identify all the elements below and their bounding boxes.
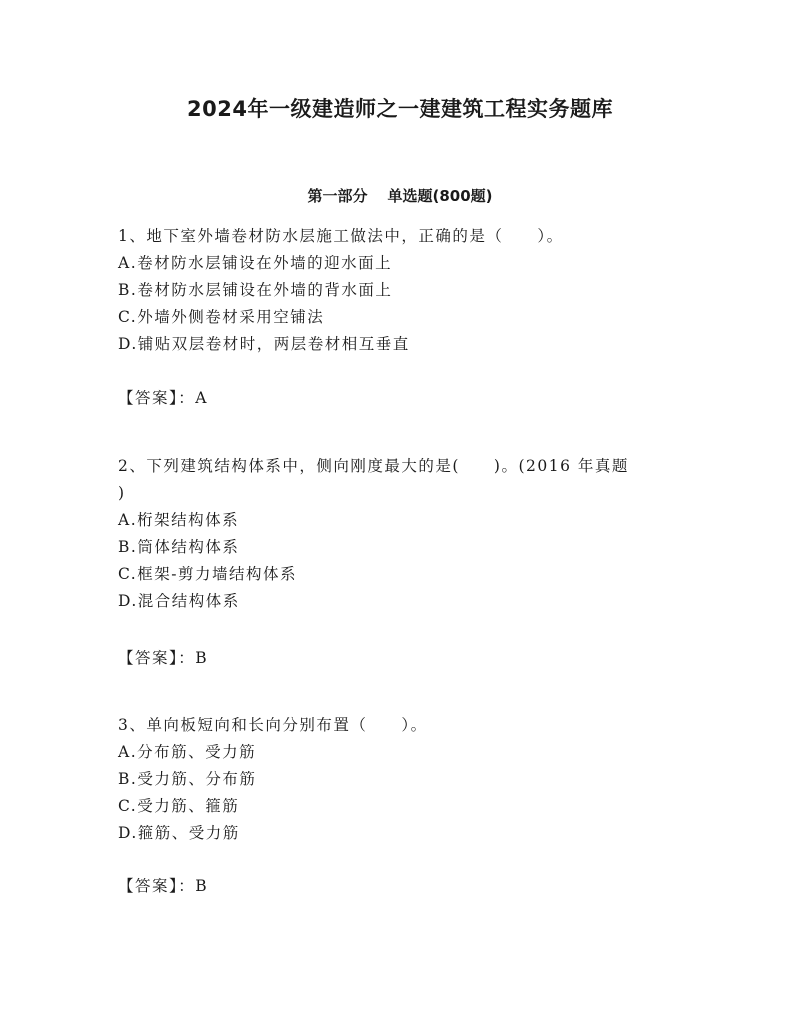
question-stem-line-2: ) (118, 484, 126, 502)
answer-3 (118, 873, 208, 900)
option-b: B.受力筋、分布筋 (118, 770, 257, 788)
question-2 (118, 453, 678, 615)
answer-label: 【答案】： (118, 877, 196, 895)
option-a: A.桁架结构体系 (118, 511, 240, 529)
option-c: C.受力筋、箍筋 (118, 797, 240, 815)
question-3 (118, 712, 678, 847)
option-b: B.筒体结构体系 (118, 538, 240, 556)
answer-value: A (195, 389, 208, 407)
section-name: 单选题(800题) (387, 187, 493, 205)
option-a: A.分布筋、受力筋 (118, 743, 257, 761)
option-a: A.卷材防水层铺设在外墙的迎水面上 (118, 254, 393, 272)
answer-1 (118, 385, 208, 412)
option-d: D.混合结构体系 (118, 592, 240, 610)
answer-2 (118, 645, 208, 672)
option-b: B.卷材防水层铺设在外墙的背水面上 (118, 281, 393, 299)
answer-value: B (195, 877, 209, 895)
option-d: D.箍筋、受力筋 (118, 824, 240, 842)
option-d: D.铺贴双层卷材时，两层卷材相互垂直 (118, 335, 410, 353)
section-heading (0, 184, 800, 208)
section-part: 第一部分 (307, 187, 368, 205)
question-stem: 1、地下室外墙卷材防水层施工做法中，正确的是（ ）。 (118, 227, 564, 245)
document-title: 2024年一级建造师之一建建筑工程实务题库 (187, 97, 613, 121)
answer-label: 【答案】： (118, 389, 196, 407)
answer-label: 【答案】： (118, 649, 196, 667)
answer-value: B (195, 649, 209, 667)
question-stem-line-1: 2、下列建筑结构体系中，侧向刚度最大的是( )。(2016 年真题 (118, 457, 629, 475)
option-c: C.框架-剪力墙结构体系 (118, 565, 297, 583)
option-c: C.外墙外侧卷材采用空铺法 (118, 308, 325, 326)
question-1 (118, 223, 678, 358)
question-stem: 3、单向板短向和长向分别布置（ ）。 (118, 716, 428, 734)
